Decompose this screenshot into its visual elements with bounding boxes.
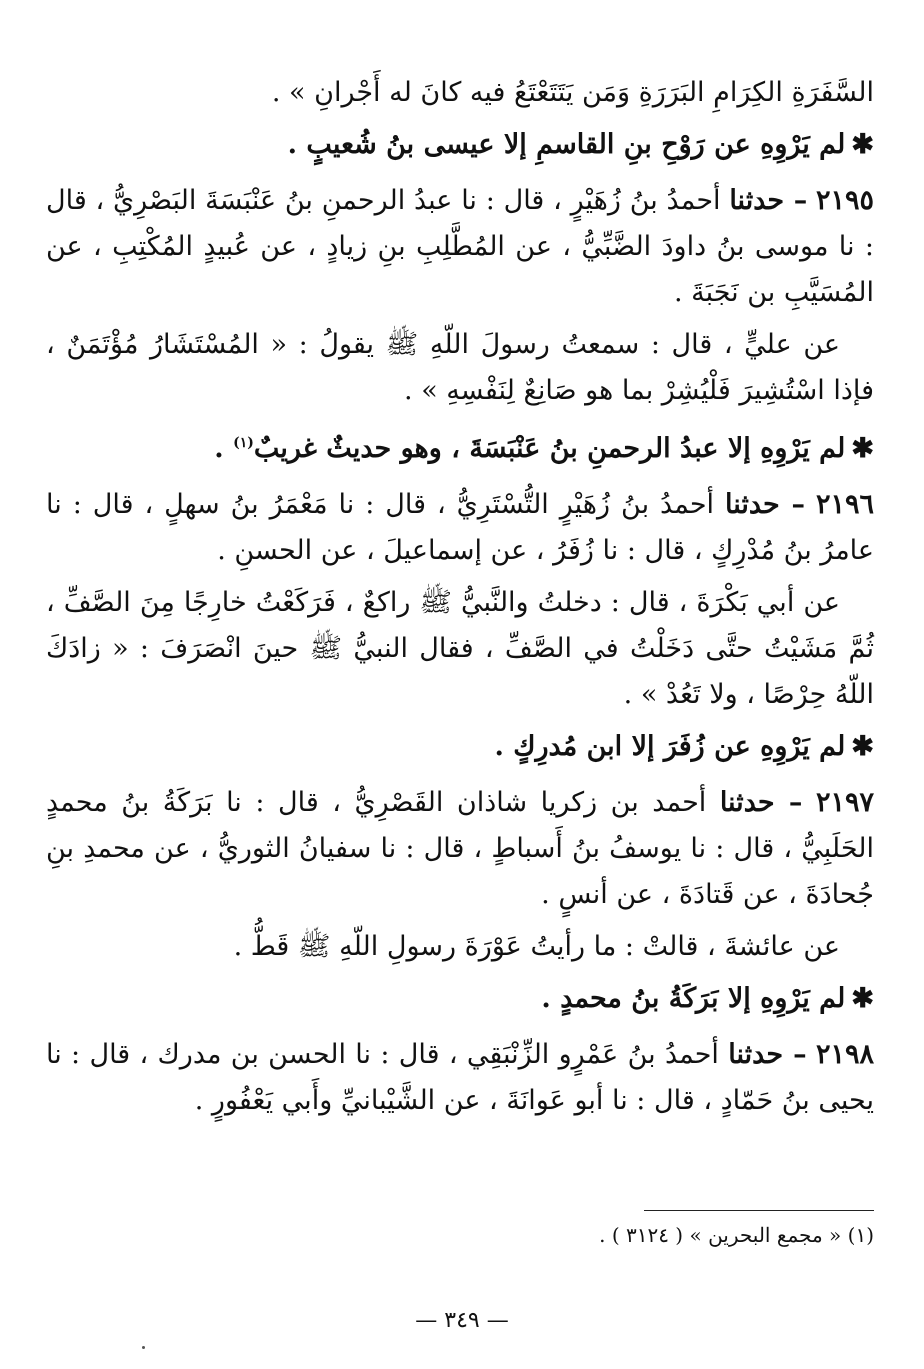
- footnote: (١) « مجمع البحرين » ( ٣١٢٤ ) .: [599, 1223, 874, 1247]
- hadith-opening: حدثنا: [728, 1039, 784, 1070]
- hadith-2196-matn: عن أبي بَكْرَةَ ، قال : دخلتُ والنَّبيُّ ﷺ راكعٌ ، فَرَكَعْتُ خارِجًا مِنَ الصَّفِّ ، ثُمَّ مَشَيْتُ حتَّى دَخَلْتُ في الصَّفِّ ، فقال النبيُّ ﷺ حينَ انْصَرَفَ : « زادَكَ اللّهُ حِرْصًا ، ولا تَعُدْ » .: [46, 587, 874, 710]
- text-line-continuation: السَّفَرَةِ الكِرَامِ البَرَرَةِ وَمَن يَتَتَعْتَعُ فيه كانَ له أَجْرانِ » .: [271, 77, 874, 108]
- star-icon: ✱: [851, 129, 874, 160]
- hadith-opening: حدثنا: [719, 787, 775, 818]
- star-icon: ✱: [851, 433, 874, 464]
- hadith-chain-text: أحمدُ بنُ زُهَيْرٍ التُّسْتَرِيُّ ، قال : نا مَعْمَرُ بنُ سهلٍ ، قال : نا عامرُ بنُ مُدْرِكٍ ، قال : نا زُفَرُ ، عن إسماعيلَ ، عن الحسنِ .: [46, 489, 874, 566]
- hadith-2197-matn: عن عائشةَ ، قالتْ : ما رأيتُ عَوْرَةَ رسولِ اللّهِ ﷺ قَطُّ .: [233, 931, 840, 962]
- hadith-opening: حدثنا: [729, 185, 785, 216]
- hadith-2195-chain: ٢١٩٥ – حدثنا أحمدُ بنُ زُهَيْرٍ ، قال : نا عبدُ الرحمنِ بنُ عَنْبَسَةَ البَصْرِيُّ ، قال : نا موسى بنُ داودَ الضَّبِّيُّ ، عن المُطَّلِبِ بنِ زيادٍ ، عن عُبيدٍ المُكْتِبِ ، عن المُسَيَّبِ بن نَجَبَةَ .: [46, 185, 874, 308]
- note-text: لم يَرْوِهِ إلا بَرَكَةُ بنُ محمدٍ .: [541, 983, 846, 1014]
- star-icon: ✱: [851, 983, 874, 1014]
- note-line: [46, 724, 874, 770]
- hadith-2196-chain: ٢١٩٦ – حدثنا أحمدُ بنُ زُهَيْرٍ التُّسْتَرِيُّ ، قال : نا مَعْمَرُ بنُ سهلٍ ، قال : نا عامرُ بنُ مُدْرِكٍ ، قال : نا زُفَرُ ، عن إسماعيلَ ، عن الحسنِ .: [46, 489, 874, 566]
- note-line: [46, 122, 874, 168]
- hadith-opening: حدثنا: [724, 489, 780, 520]
- hadith-number: ٢١٩٨: [816, 1039, 875, 1070]
- hadith-2197-chain: ٢١٩٧ – حدثنا أحمد بن زكريا شاذان القَصْرِيُّ ، قال : نا بَرَكَةُ بنُ محمدٍ الحَلَبِيُّ ، قال : نا يوسفُ بنُ أَسباطٍ ، قال : نا سفيانُ الثوريُّ ، عن محمدِ بنِ جُحادَةَ ، عن قَتادَةَ ، عن أنسٍ .: [46, 787, 874, 910]
- scan-speck: [142, 1346, 145, 1349]
- note-text: لم يَرْوِهِ إلا عبدُ الرحمنِ بنُ عَنْبَسَةَ ، وهو حديثٌ غريبٌ: [253, 433, 846, 464]
- hadith-chain-text: أحمدُ بنُ زُهَيْرٍ ، قال : نا عبدُ الرحمنِ بنُ عَنْبَسَةَ البَصْرِيُّ ، قال : نا موسى بنُ داودَ الضَّبِّيُّ ، عن المُطَّلِبِ بنِ زيادٍ ، عن عُبيدٍ المُكْتِبِ ، عن المُسَيَّبِ بن نَجَبَةَ .: [46, 185, 874, 308]
- note-line: [46, 976, 874, 1022]
- star-icon: ✱: [851, 731, 874, 762]
- hadith-2198-chain: ٢١٩٨ – حدثنا أحمدُ بنُ عَمْرٍو الزِّنْبَقِي ، قال : نا الحسن بن مدرك ، قال : نا يحيى بنُ حَمّادٍ ، قال : نا أبو عَوانَةَ ، عن الشَّيْبانيِّ وأَبي يَعْفُورٍ .: [46, 1039, 875, 1116]
- note-line: [46, 420, 874, 472]
- hadith-2195-matn: عن عليٍّ ، قال : سمعتُ رسولَ اللّهِ ﷺ يقولُ : « المُسْتَشَارُ مُؤْتَمَنٌ ، فإذا اسْتُشِيرَ فَلْيُشِرْ بما هو صَانِعٌ لِنَفْسِهِ » .: [46, 329, 874, 406]
- note-text: لم يَرْوِهِ عن رَوْحِ بنِ القاسمِ إلا عيسى بنُ شُعيبٍ .: [287, 129, 846, 160]
- footnote-ref: (١): [233, 435, 254, 451]
- hadith-chain-text: أحمد بن زكريا شاذان القَصْرِيُّ ، قال : نا بَرَكَةُ بنُ محمدٍ الحَلَبِيُّ ، قال : نا يوسفُ بنُ أَسباطٍ ، قال : نا سفيانُ الثوريُّ ، عن محمدِ بنِ جُحادَةَ ، عن قَتادَةَ ، عن أنسٍ .: [46, 787, 874, 910]
- hadith-number: ٢١٩٥: [815, 185, 874, 216]
- note-text: لم يَرْوِهِ عن زُفَرَ إلا ابن مُدرِكٍ .: [494, 731, 846, 762]
- page-number: — ٣٤٩ —: [415, 1308, 509, 1333]
- hadith-number: ٢١٩٧: [815, 787, 874, 818]
- hadith-number: ٢١٩٦: [815, 489, 874, 520]
- footnote-divider: [644, 1210, 874, 1211]
- note-end: .: [214, 433, 234, 464]
- page-body: [46, 70, 874, 1130]
- hadith-chain-text: أحمدُ بنُ عَمْرٍو الزِّنْبَقِي ، قال : نا الحسن بن مدرك ، قال : نا يحيى بنُ حَمّادٍ ، قال : نا أبو عَوانَةَ ، عن الشَّيْبانيِّ وأَبي يَعْفُورٍ .: [46, 1039, 874, 1116]
